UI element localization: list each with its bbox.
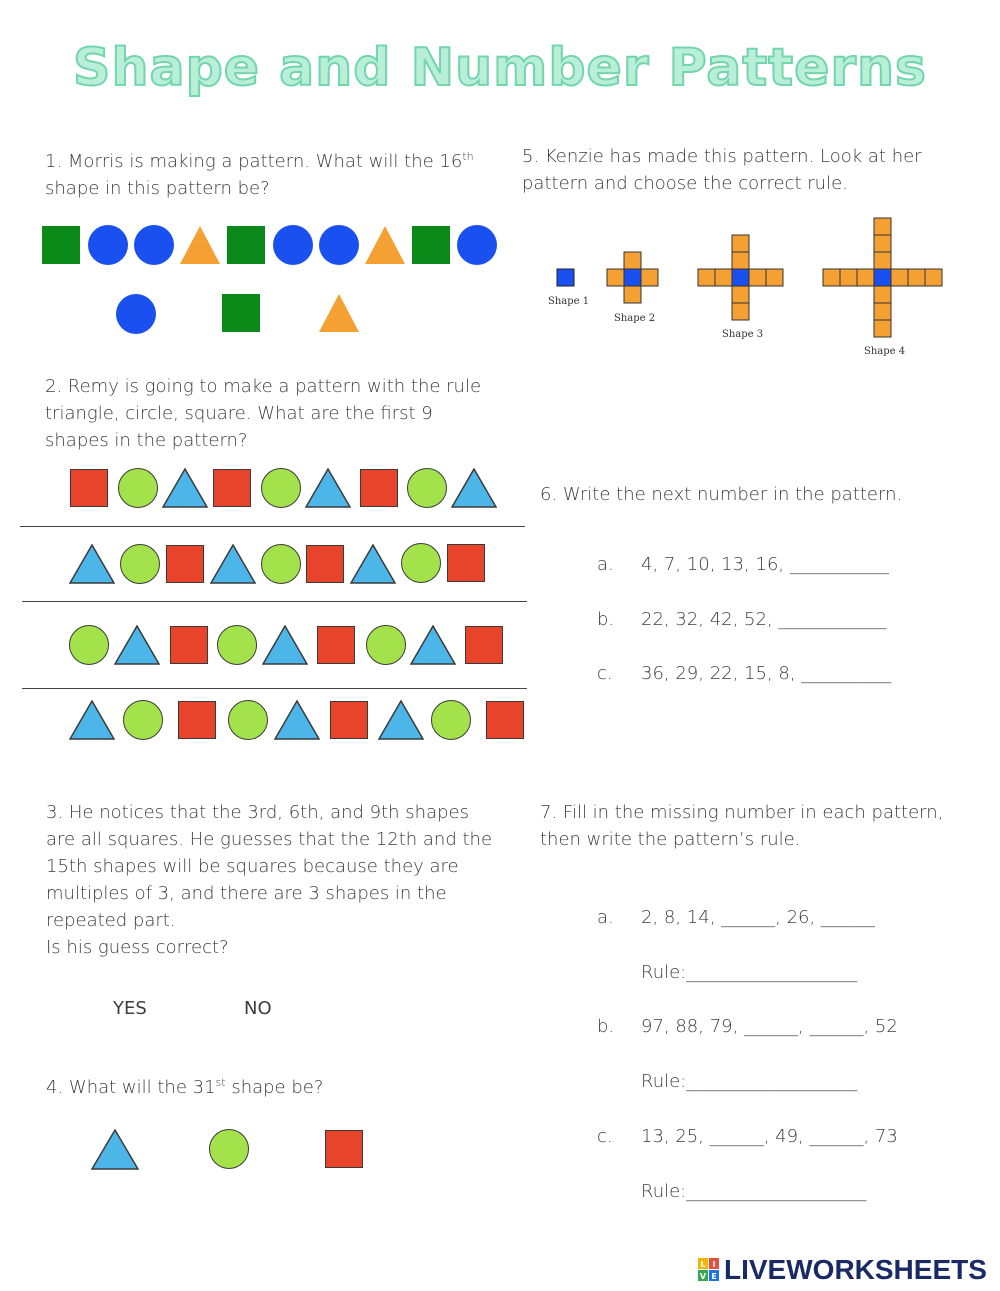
lime-circle — [401, 543, 441, 583]
lime-circle — [366, 625, 406, 665]
red-square — [486, 701, 524, 739]
red-square — [330, 701, 368, 739]
red-square — [213, 469, 251, 507]
lime-circle — [261, 468, 301, 508]
q3-line4: multiples of 3, and there are 3 shapes in the — [46, 883, 447, 904]
red-square — [178, 701, 216, 739]
page-title: Shape and Number Patterns — [73, 38, 927, 98]
sky-triangle — [210, 544, 256, 584]
red-square-option[interactable] — [325, 1130, 363, 1168]
question-6: 6. Write the next number in the pattern. — [540, 484, 903, 505]
sky-triangle — [262, 625, 308, 665]
shape-4-label: Shape 4 — [864, 346, 906, 357]
liveworksheets-logo-icon — [698, 1258, 720, 1282]
blue-circle — [273, 225, 313, 265]
logo-letter: E — [711, 1272, 717, 1281]
shape-1-label: Shape 1 — [548, 296, 590, 307]
q4-text2: shape be? — [231, 1077, 324, 1098]
question-4 — [46, 1069, 446, 1101]
orange-triangle-option[interactable] — [319, 294, 359, 332]
sky-triangle — [305, 468, 351, 508]
green-square-option[interactable] — [222, 294, 260, 332]
red-square — [166, 545, 204, 583]
q7-line1: 7. Fill in the missing number in each pattern, — [540, 802, 944, 823]
q3-line5: repeated part. — [46, 910, 176, 931]
q6-item-c[interactable]: 36, 29, 22, 15, 8, __________ — [641, 663, 892, 684]
q1-line1: 1. Morris is making a pattern. What will the 16 — [45, 151, 463, 172]
q7-item-a[interactable]: 2, 8, 14, ______, 26, ______ — [641, 907, 875, 928]
yes-option[interactable]: YES — [113, 998, 147, 1019]
red-square — [70, 469, 108, 507]
green-square — [227, 226, 265, 264]
blue-circle — [319, 225, 359, 265]
question-3 — [46, 799, 516, 961]
lime-circle — [120, 544, 160, 584]
question-7 — [540, 799, 980, 853]
q1-sup: th — [462, 150, 474, 163]
sky-triangle — [350, 544, 396, 584]
tile-shape-1 — [557, 269, 574, 286]
red-square — [170, 626, 208, 664]
green-square — [42, 226, 80, 264]
sky-triangle — [114, 625, 160, 665]
q6-item-b-letter: b. — [597, 609, 615, 630]
logo-letter: I — [712, 1260, 716, 1269]
shape-3-label: Shape 3 — [722, 329, 764, 340]
tile-shape-3 — [698, 235, 783, 320]
tile-shape-4 — [823, 218, 942, 337]
sky-triangle — [378, 700, 424, 740]
red-square — [360, 469, 398, 507]
question-5 — [522, 143, 982, 197]
logo-letter: V — [699, 1272, 707, 1281]
q6-item-a-letter: a. — [597, 554, 614, 575]
sky-triangle-option[interactable] — [91, 1129, 139, 1170]
blue-circle — [88, 225, 128, 265]
lime-circle — [261, 544, 301, 584]
sky-triangle — [162, 468, 208, 508]
divider — [22, 688, 527, 689]
lime-circle — [69, 625, 109, 665]
blue-circle-option[interactable] — [116, 294, 156, 334]
lime-circle — [118, 468, 158, 508]
shape-2-label: Shape 2 — [614, 313, 656, 324]
q3-line1: 3. He notices that the 3rd, 6th, and 9th shapes — [46, 802, 469, 823]
q4-text: 4. What will the 31 — [46, 1077, 216, 1098]
blue-circle — [134, 225, 174, 265]
sky-triangle — [69, 700, 115, 740]
divider — [20, 526, 525, 527]
tile-shape-2 — [607, 252, 658, 303]
lime-circle — [431, 700, 471, 740]
q6-item-a[interactable]: 4, 7, 10, 13, 16, ___________ — [641, 554, 889, 575]
q3-line6: Is his guess correct? — [46, 937, 229, 958]
logo-letter: L — [700, 1260, 706, 1269]
sky-triangle — [410, 625, 456, 665]
q7-item-c-letter: c. — [597, 1126, 613, 1147]
q2-line2: triangle, circle, square. What are the first 9 — [45, 403, 433, 424]
red-square — [317, 626, 355, 664]
q6-item-c-letter: c. — [597, 663, 613, 684]
lime-circle — [217, 625, 257, 665]
blue-circle — [457, 225, 497, 265]
q7-item-b[interactable]: 97, 88, 79, ______, ______, 52 — [641, 1016, 898, 1037]
q7-item-c[interactable]: 13, 25, ______, 49, ______, 73 — [641, 1126, 898, 1147]
q6-item-b[interactable]: 22, 32, 42, 52, ____________ — [641, 609, 887, 630]
sky-triangle — [69, 544, 115, 584]
q7-item-a-letter: a. — [597, 907, 614, 928]
divider — [22, 601, 527, 602]
q7-item-b-rule[interactable]: Rule:___________________ — [641, 1071, 858, 1092]
no-option[interactable]: NO — [244, 998, 272, 1019]
lime-circle — [123, 700, 163, 740]
q7-line2: then write the pattern’s rule. — [540, 829, 801, 850]
lime-circle-option[interactable] — [209, 1129, 249, 1169]
q5-line2: pattern and choose the correct rule. — [522, 173, 848, 194]
orange-triangle — [180, 226, 220, 264]
liveworksheets-branding: LIVEWORKSHEETS — [724, 1254, 987, 1285]
red-square — [447, 544, 485, 582]
q3-line3: 15th shapes will be squares because they are — [46, 856, 459, 877]
lime-circle — [407, 468, 447, 508]
question-1 — [45, 143, 505, 202]
q4-sup: st — [215, 1076, 226, 1089]
q2-line3: shapes in the pattern? — [45, 430, 248, 451]
q7-item-a-rule[interactable]: Rule:___________________ — [641, 962, 858, 983]
q7-item-c-rule[interactable]: Rule:____________________ — [641, 1181, 867, 1202]
sky-triangle — [451, 468, 497, 508]
q5-line1: 5. Kenzie has made this pattern. Look at her — [522, 146, 922, 167]
q2-line1: 2. Remy is going to make a pattern with the rule — [45, 376, 482, 397]
red-square — [465, 626, 503, 664]
q1-line2: shape in this pattern be? — [45, 178, 270, 199]
question-2 — [45, 373, 515, 454]
red-square — [306, 545, 344, 583]
q3-line2: are all squares. He guesses that the 12th and the — [46, 829, 493, 850]
green-square — [412, 226, 450, 264]
lime-circle — [228, 700, 268, 740]
q7-item-b-letter: b. — [597, 1016, 615, 1037]
sky-triangle — [274, 700, 320, 740]
orange-triangle — [365, 226, 405, 264]
